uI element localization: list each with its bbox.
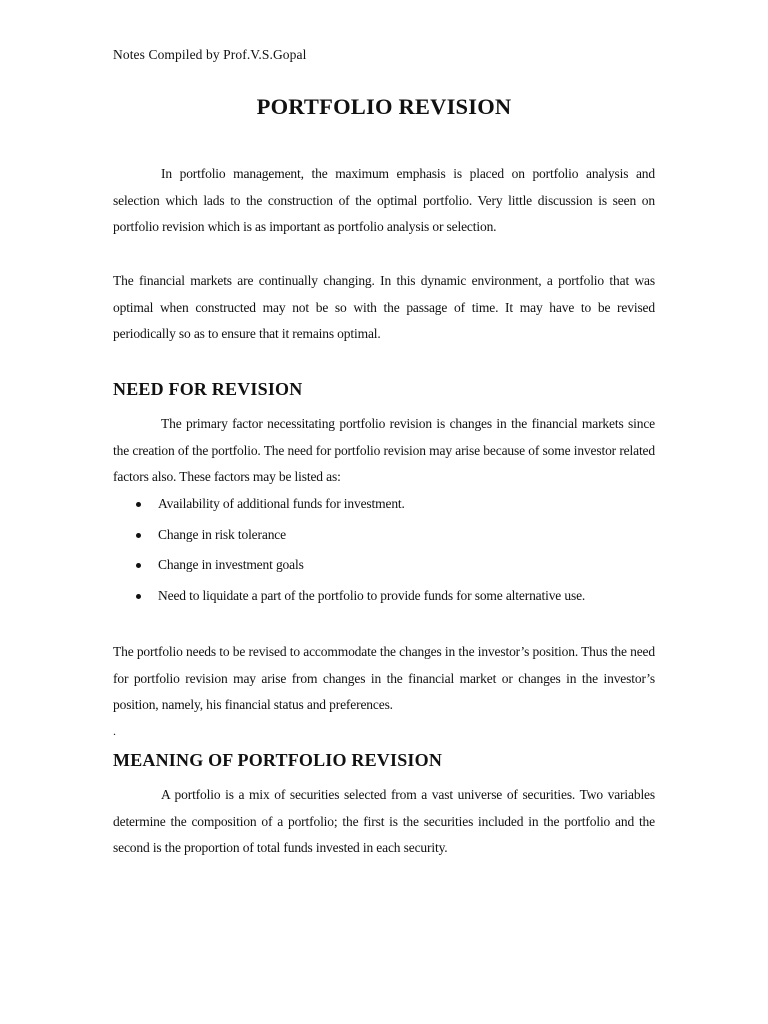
list-item: Change in risk tolerance — [113, 522, 673, 553]
list-item: Change in investment goals — [113, 552, 673, 583]
page-title: PORTFOLIO REVISION — [256, 94, 512, 119]
list-item: Availability of additional funds for investment. — [113, 491, 673, 522]
list-item: Need to liquidate a part of the portfolio to provide funds for some alternative use. — [113, 583, 673, 614]
intro-paragraph-2: The financial markets are continually changing. In this dynamic environment, a portfolio that was optimal when constructed may not be so with the passage of time. It may have to be revised periodically so as to ensure that it remains optimal. — [113, 273, 655, 342]
need-for-revision-heading: NEED FOR REVISION — [113, 379, 303, 399]
intro-paragraph-1: In portfolio management, the maximum emphasis is placed on portfolio analysis and selection which lads to the construction of the optimal portfolio. Very little discussion is seen on portfolio revision which is as important as portfolio analysis or selection. — [113, 166, 655, 235]
factor-list — [113, 491, 673, 613]
meaning-paragraph-1: A portfolio is a mix of securities selected from a vast universe of securities. Two variables determine the composition of a portfolio; the first is the securities included in the portfolio and the second is the proportion of total funds invested in each security. — [113, 787, 655, 856]
header-note: Notes Compiled by Prof.V.S.Gopal — [113, 47, 307, 62]
stray-mark: . — [113, 724, 116, 738]
need-paragraph-2: The portfolio needs to be revised to accommodate the changes in the investor’s position. Thus the need for portfolio revision may arise from changes in the financial market or changes in the investor’s position, namely, his financial status and preferences. — [113, 644, 655, 713]
need-paragraph-1: The primary factor necessitating portfolio revision is changes in the financial markets since the creation of the portfolio. The need for portfolio revision may arise because of some investor related factors also. These factors may be listed as: — [113, 416, 655, 485]
meaning-heading: MEANING OF PORTFOLIO REVISION — [113, 750, 443, 770]
